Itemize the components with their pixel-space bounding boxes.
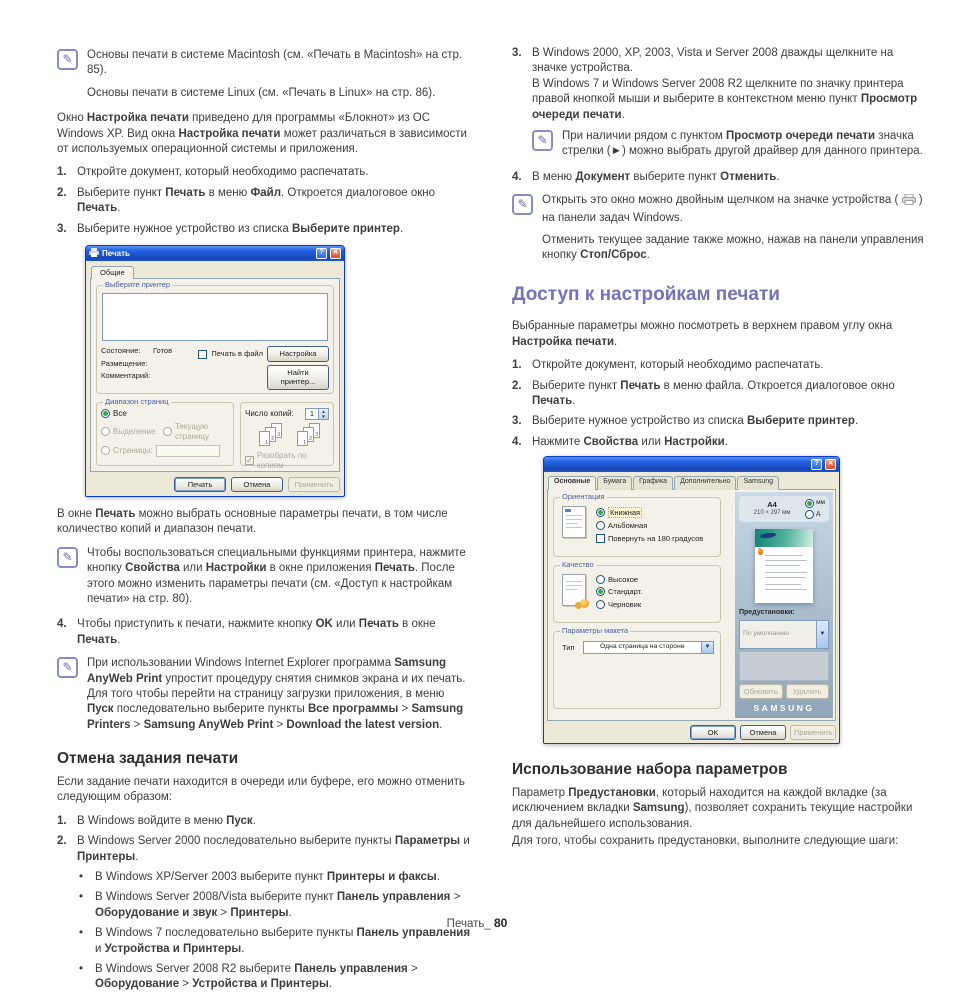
- find-printer-button[interactable]: Найти принтер...: [267, 365, 329, 390]
- note-pen-icon: ✎: [57, 657, 78, 678]
- page-footer: [0, 916, 954, 930]
- chevron-down-icon: ▼: [816, 621, 828, 649]
- collate-label: Разобрать по копиям: [257, 450, 307, 470]
- range-all-label: Все: [113, 408, 127, 418]
- step-text: Выберите нужное устройство из списка Выберите принтер.: [532, 415, 859, 428]
- footer-page-number: 80: [493, 916, 508, 930]
- tab-general[interactable]: Общие: [91, 266, 134, 279]
- step-text: В Windows 7 и Windows Server 2008 R2 щелкните по значку принтера правой кнопкой мыши и выберите в контекстном меню пункт Просмотр очереди печати.: [532, 77, 918, 121]
- update-button[interactable]: Обновить: [739, 684, 783, 699]
- note-queue-arrow: [532, 129, 926, 160]
- portrait-page-icon: [562, 506, 586, 538]
- group-label: Параметры макета: [562, 625, 629, 635]
- pages-input[interactable]: [156, 445, 220, 457]
- cancel-bullet-list: [77, 870, 471, 993]
- quality-standard-label: Стандарт.: [608, 587, 643, 597]
- quality-group: [553, 559, 721, 623]
- step-text: Чтобы приступить к печати, нажмите кнопку OK или Печать в окне Печать.: [77, 618, 436, 646]
- step-number: 4.: [512, 170, 522, 183]
- step-number: 1.: [57, 166, 67, 179]
- note-text: При использовании Windows Internet Explorer программа Samsung AnyWeb Print упростит процедуру снятия снимков экрана и их печать. Для того чтобы перейти на страницу загрузки приложения, в меню Пуск последовательно выберите пункты Все программы > Samsung Printers > Samsung AnyWeb Print > Download the latest version.: [87, 657, 466, 731]
- type-label: Тип: [562, 642, 575, 652]
- portrait-radio[interactable]: [596, 508, 605, 517]
- status-value: Готов: [153, 346, 173, 356]
- samsung-logo: SAMSUNG: [753, 703, 815, 714]
- step-number: 1.: [512, 359, 522, 372]
- apply-button[interactable]: Применить: [790, 725, 836, 740]
- close-button[interactable]: ✕: [825, 459, 836, 470]
- step-item: [57, 165, 471, 180]
- tray-printer-icon: [902, 194, 916, 210]
- step-text: Откройте документ, который необходимо распечатать.: [532, 359, 824, 372]
- select-printer-group: [96, 280, 334, 393]
- group-label: Качество: [562, 559, 594, 569]
- help-button[interactable]: ?: [316, 248, 327, 259]
- range-pages-radio[interactable]: [101, 446, 110, 455]
- paren-close: ) на панели задач Windows.: [542, 194, 923, 224]
- step-number: 1.: [57, 814, 67, 827]
- step-number: 3.: [57, 222, 67, 235]
- landscape-radio[interactable]: [596, 521, 605, 530]
- copies-label: Число копий:: [245, 408, 294, 418]
- range-pages-label: Страницы:: [113, 445, 153, 455]
- note-pen-icon: ✎: [512, 194, 533, 215]
- unit-mm-radio[interactable]: [805, 499, 814, 508]
- quality-draft-label: Черновик: [608, 599, 642, 609]
- close-button[interactable]: ✕: [330, 248, 341, 259]
- location-label: Размещение:: [101, 358, 148, 368]
- footer-chapter-label: Печать_: [446, 918, 491, 930]
- presets-section-heading: Использование набора параметров: [512, 761, 788, 779]
- note-properties: [57, 546, 471, 608]
- step-text: Откройте документ, который необходимо распечатать.: [77, 166, 369, 179]
- xp-dialog-title: Печать: [102, 248, 130, 258]
- note-macintosh-linux: [57, 48, 471, 101]
- unit-inch-label: д.: [816, 510, 822, 518]
- after-dialog-paragraph: В окне Печать можно выбрать основные параметры печати, в том числе количество копий и диапазон печати.: [57, 507, 448, 536]
- landscape-label: Альбомная: [608, 521, 648, 531]
- ok-button[interactable]: OK: [690, 725, 736, 740]
- note-text: Чтобы воспользоваться специальными функциями принтера, нажмите кнопку Свойства или Настройки в окне приложения Печать. После этого можно изменить параметры печати (см. «Доступ к настройкам печати» на стр. 80).: [87, 546, 466, 605]
- range-all-radio[interactable]: [101, 409, 110, 418]
- step-number: 2.: [57, 835, 67, 848]
- step-item: [512, 170, 926, 185]
- samsung-dialog-titlebar[interactable]: [544, 457, 839, 472]
- step-item: [57, 186, 471, 217]
- paper-info-box: [739, 496, 829, 522]
- cancel-button[interactable]: Отмена: [740, 725, 786, 740]
- tab-basic[interactable]: Основные: [548, 476, 596, 490]
- tab-samsung[interactable]: Samsung: [737, 476, 779, 490]
- tab-graphics[interactable]: Графика: [633, 476, 673, 490]
- step-number: 3.: [512, 415, 522, 428]
- step-item: [512, 46, 926, 123]
- copies-value: 1: [309, 408, 315, 418]
- intro-paragraph: Окно Настройка печати приведено для программы «Блокнот» из ОС Windows XP. Вид окна Настройка печати может различаться в зависимости от используемых операционной системы и приложения.: [57, 112, 467, 156]
- unit-mm-label: мм: [816, 499, 825, 507]
- step-text: В меню Документ выберите пункт Отменить.: [532, 170, 780, 183]
- step-text: Выберите пункт Печать в меню файла. Откроется диалоговое окно Печать.: [532, 379, 895, 407]
- bullet-text: В Windows Server 2008 R2 выберите Панель управления > Оборудование > Устройства и Принтеры.: [95, 963, 418, 991]
- orientation-group: [553, 491, 721, 557]
- print-button[interactable]: Печать: [174, 477, 226, 492]
- chevron-down-icon: ▼: [701, 642, 713, 653]
- group-label: Выберите принтер: [105, 280, 170, 290]
- layout-options-group: [553, 625, 721, 709]
- paper-dimensions: 210 × 297 мм: [753, 509, 791, 516]
- range-current-radio[interactable]: [163, 427, 172, 436]
- delete-button[interactable]: Удалить: [786, 684, 830, 699]
- layout-type-value: Одна страница на стороне: [600, 643, 685, 651]
- bullet-text: В Windows XP/Server 2003 выберите пункт Принтеры и факсы.: [95, 871, 440, 884]
- range-selection-label: Выделение: [113, 426, 156, 436]
- collate-checkbox[interactable]: ✓: [246, 456, 253, 466]
- step-text: Выберите нужное устройство из списка Выберите принтер.: [77, 222, 404, 235]
- range-current-label: Текущую страницу: [174, 421, 209, 441]
- right-column: [512, 46, 926, 850]
- step-number: 2.: [57, 186, 67, 199]
- paper-size: A4: [767, 500, 777, 510]
- cancel-button[interactable]: Отмена: [231, 477, 283, 492]
- step-item: [57, 617, 471, 648]
- step-item: [512, 358, 926, 373]
- copies-stepper[interactable]: [305, 408, 329, 420]
- page-preview: [755, 529, 813, 603]
- step-text: Нажмите Свойства или Настройки.: [532, 435, 728, 448]
- quality-high-radio[interactable]: [596, 575, 605, 584]
- bullet-text: В Windows 7 последовательно выберите пункты Панель управления и Устройства и Принтеры.: [95, 927, 471, 955]
- quality-standard-radio[interactable]: [596, 587, 605, 596]
- copies-group: [240, 402, 334, 470]
- note-text: Основы печати в системе Macintosh (см. «Печать в Macintosh» на стр. 85).: [87, 49, 463, 77]
- step-item: [57, 814, 471, 829]
- rotate-180-label: Повернуть на 180 градусов: [608, 533, 704, 543]
- note-text: Отменить текущее задание также можно, нажав на панели управления кнопку Стоп/Сброс.: [542, 234, 924, 262]
- tab-advanced[interactable]: Дополнительно: [674, 476, 736, 490]
- step-text: В Windows Server 2000 последовательно выберите пункты Параметры и Принтеры.: [77, 835, 470, 863]
- presets-list[interactable]: [739, 651, 829, 681]
- note-pen-icon: ✎: [57, 49, 78, 70]
- presets-paragraph: Параметр Предустановки, который находится на каждой вкладке (за исключением вкладки Samsung), позволяет сохранить текущие настройки для дальнейшего использования.: [512, 787, 913, 830]
- printer-icon: [89, 248, 99, 260]
- paren-open: (: [894, 194, 899, 207]
- portrait-label: Книжная: [610, 507, 641, 517]
- rotate-180-checkbox[interactable]: [596, 534, 605, 543]
- note-anyweb-print: [57, 656, 471, 733]
- step-number: 4.: [512, 435, 522, 448]
- comment-label: Комментарий:: [101, 371, 151, 381]
- cancel-intro: Если задание печати находится в очереди или буфере, его можно отменить следующим образом:: [57, 775, 465, 804]
- step-item: [57, 222, 471, 237]
- note-text: При наличии рядом с пунктом Просмотр очереди печати значка стрелки (►) можно выбрать другой драйвер для данного принтера.: [562, 130, 923, 158]
- samsung-preferences-dialog-screenshot: [543, 456, 840, 744]
- quality-draft-radio[interactable]: [596, 600, 605, 609]
- left-column: [57, 46, 471, 998]
- quality-page-icon: [562, 574, 586, 606]
- page-range-group: [96, 396, 234, 466]
- xp-print-dialog-screenshot: [85, 245, 345, 497]
- note-text: Основы печати в системе Linux (см. «Печать в Linux» на стр. 86).: [87, 86, 436, 99]
- tab-paper[interactable]: Бумага: [597, 476, 632, 490]
- apply-button[interactable]: Применить: [288, 477, 340, 492]
- printer-list[interactable]: [102, 293, 328, 341]
- note-tray-icon: [512, 193, 926, 264]
- step-item: [512, 414, 926, 429]
- stepper-arrows-icon[interactable]: ▲ ▼: [318, 409, 328, 419]
- step-text: В Windows 2000, XP, 2003, Vista и Server 2008 дважды щелкните на значке устройства.: [532, 47, 894, 75]
- step-item: [512, 435, 926, 450]
- step-text: В Windows войдите в меню Пуск.: [77, 814, 256, 827]
- list-item: [77, 870, 471, 885]
- status-label: Состояние:: [101, 346, 141, 356]
- group-label: Ориентация: [562, 491, 605, 501]
- step-text: Выберите пункт Печать в меню Файл. Откроется диалоговое окно Печать.: [77, 186, 436, 215]
- xp-dialog-titlebar[interactable]: [86, 246, 344, 261]
- presets-paragraph: Для того, чтобы сохранить предустановки, выполните следующие шаги:: [512, 835, 899, 848]
- step-number: 3.: [512, 47, 522, 59]
- bullet-dot: •: [79, 891, 84, 904]
- group-label: Диапазон страниц: [105, 396, 169, 406]
- bullet-text: В Windows Server 2008/Vista выберите пункт Панель управления > Оборудование и звук > Принтеры.: [95, 891, 461, 919]
- presets-value: По умолчанию: [743, 630, 789, 638]
- access-section-heading: Доступ к настройкам печати: [512, 283, 780, 305]
- bullet-dot: •: [79, 963, 84, 976]
- step-item: [57, 834, 471, 865]
- presets-dropdown[interactable]: [739, 620, 829, 650]
- range-selection-radio[interactable]: [101, 427, 110, 436]
- unit-inch-radio[interactable]: [805, 510, 814, 519]
- step-item: [512, 379, 926, 410]
- step-number: 2.: [512, 379, 522, 392]
- list-item: [77, 926, 471, 957]
- help-button[interactable]: ?: [811, 459, 822, 470]
- list-item: [77, 962, 471, 993]
- print-to-file-label: Печать в файл: [211, 349, 263, 359]
- note-pen-icon: ✎: [57, 547, 78, 568]
- collate-pages-icon: 3 2 1 3 2 1: [245, 423, 329, 449]
- note-text: Открыть это окно можно двойным щелчком на значке устройства ( ) на панели задач Windows.: [542, 194, 923, 224]
- preview-panel: [735, 492, 833, 718]
- access-intro: Выбранные параметры можно посмотреть в верхнем правом углу окна Настройка печати.: [512, 320, 893, 348]
- note-pen-icon: ✎: [532, 130, 553, 151]
- cancel-section-heading: Отмена задания печати: [57, 750, 239, 768]
- bullet-dot: •: [79, 871, 84, 884]
- layout-type-dropdown[interactable]: [583, 641, 714, 654]
- step-number: 4.: [57, 618, 67, 631]
- presets-label: Предустановки:: [739, 608, 795, 616]
- quality-high-label: Высокое: [608, 574, 639, 584]
- bullet-dot: •: [79, 927, 84, 940]
- preferences-button[interactable]: Настройка: [267, 346, 329, 361]
- print-to-file-checkbox[interactable]: [198, 350, 207, 359]
